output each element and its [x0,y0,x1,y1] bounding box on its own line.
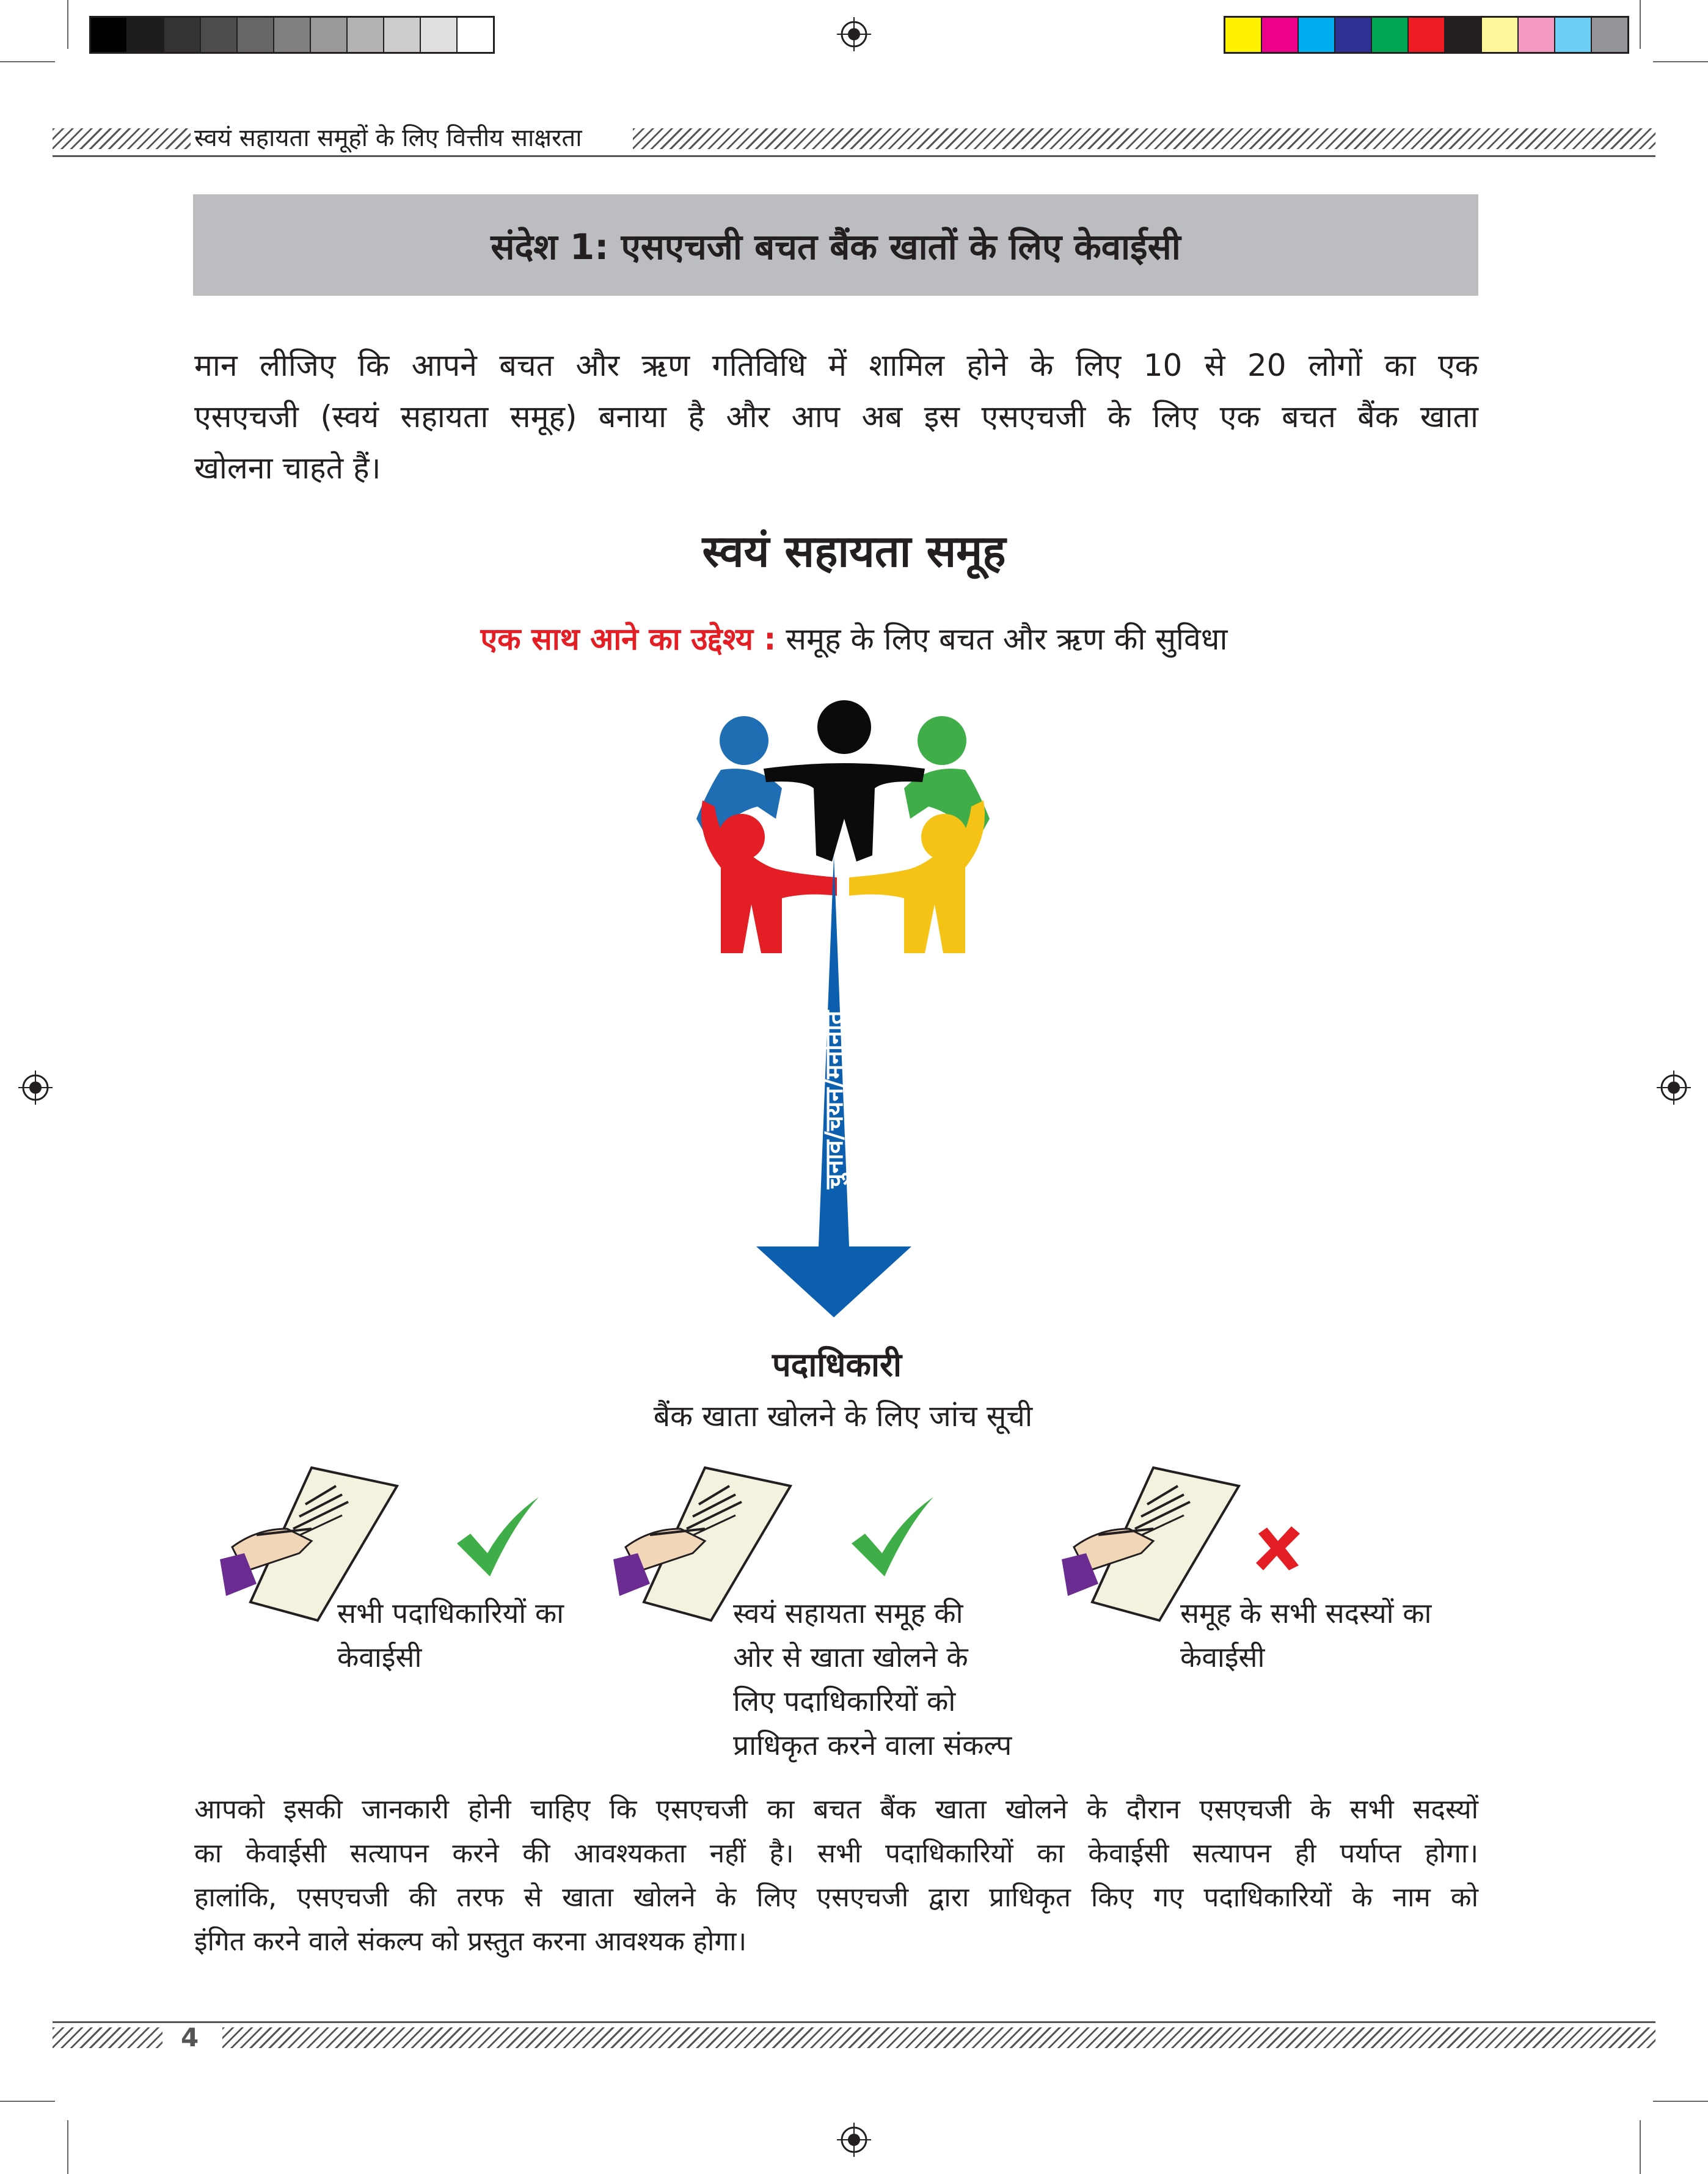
gray-swatch [311,18,348,52]
checklist-item-officials-kyc [337,1591,564,1679]
footer-rule [53,2021,1655,2023]
process-color-swatch [1592,18,1627,52]
gray-swatch [91,18,128,52]
process-color-swatch [1519,18,1555,52]
checklist-line: लिए पदाधिकारियों को [733,1685,956,1718]
footer-hatch-right [222,2027,1655,2048]
intro-paragraph [194,340,1478,494]
arrow-label: चुनाव/चयन/मनोनीत [820,1010,849,1190]
checklist-line: समूह के सभी सदस्यों का [1180,1597,1432,1630]
checklist-line: ओर से खाता खोलने के [733,1641,968,1674]
process-color-swatch [1372,18,1409,52]
header-hatch-left [53,128,191,149]
process-color-swatch [1409,18,1445,52]
gray-swatch [274,18,311,52]
checklist-item-resolution [733,1591,1012,1767]
gray-swatch [421,18,458,52]
process-color-swatch [1555,18,1592,52]
purpose-line [0,615,1708,664]
officials-title: पदाधिकारी [772,1345,902,1384]
intro-line: मान लीजिए कि आपने बचत और ऋण गतिविधि में शामिल होने के लिए 10 से 20 लोगों का एक [194,348,1478,383]
gray-swatch [164,18,201,52]
intro-line: खोलना चाहते हैं। [194,450,381,486]
section-banner [193,194,1478,296]
gray-swatch [384,18,421,52]
cross-mark-icon [1254,1525,1302,1572]
checklist-line: सभी पदाधिकारियों का [337,1597,564,1630]
closing-paragraph [194,1788,1478,1964]
purpose-text: समूह के लिए बचत और ऋण की सुविधा [786,621,1228,657]
registration-mark-left [18,1071,53,1105]
process-color-swatch [1225,18,1262,52]
header-rule [53,155,1655,157]
intro-line: एसएचजी (स्वयं सहायता समूह) बनाया है और आप अब इस एसएचजी के लिए एक बचत बैंक खाता [194,399,1478,434]
check-mark-icon [452,1495,544,1578]
purpose-label: एक साथ आने का उद्देश्य : [480,621,776,657]
process-color-swatch [1335,18,1372,52]
diagram-heading: स्वयं सहायता समूह [702,525,1006,577]
page-number: 4 [181,2022,199,2052]
section-title: संदेश 1: एसएचजी बचत बैंक खातों के लिए केवाईसी [491,225,1181,268]
process-color-bar [1224,16,1629,54]
running-title: स्वयं सहायता समूहों के लिए वित्तीय साक्षरता [194,124,582,152]
grayscale-color-bar [89,16,495,54]
checklist-line: प्राधिकृत करने वाला संकल्प [733,1729,1012,1762]
process-color-swatch [1482,18,1519,52]
footer-hatch-left [53,2027,162,2048]
checklist-line: स्वयं सहायता समूह की [733,1597,963,1630]
registration-mark-bottom [837,2123,871,2157]
closing-line: का केवाईसी सत्यापन करने की आवश्यकता नहीं है। सभी पदाधिकारियों का केवाईसी सत्यापन ही पर्याप्त होगा। [194,1838,1478,1869]
header-hatch-right [633,128,1655,149]
gray-swatch [348,18,384,52]
gray-swatch [128,18,164,52]
check-mark-icon [847,1495,938,1578]
checklist-line: केवाईसी [337,1641,422,1674]
checklist-line: केवाईसी [1180,1641,1265,1674]
registration-mark-right [1657,1071,1691,1105]
process-color-swatch [1445,18,1482,52]
registration-mark-top [837,17,871,51]
checklist-item-members-kyc [1180,1591,1431,1679]
process-color-swatch [1262,18,1299,52]
gray-swatch [201,18,238,52]
process-color-swatch [1299,18,1335,52]
closing-line: इंगित करने वाले संकल्प को प्रस्तुत करना आवश्यक होगा। [194,1926,747,1957]
checklist-title: बैंक खाता खोलने के लिए जांच सूची [653,1399,1033,1433]
closing-line: हालांकि, एसएचजी की तरफ से खाता खोलने के लिए एसएचजी द्वारा प्राधिकृत किए गए पदाधिकारियों के नाम को [194,1882,1478,1913]
closing-line: आपको इसकी जानकारी होनी चाहिए कि एसएचजी का बचत बैंक खाता खोलने के दौरान एसएचजी के सभी सदस्यों [194,1794,1478,1825]
gray-swatch [458,18,493,52]
gray-swatch [238,18,274,52]
